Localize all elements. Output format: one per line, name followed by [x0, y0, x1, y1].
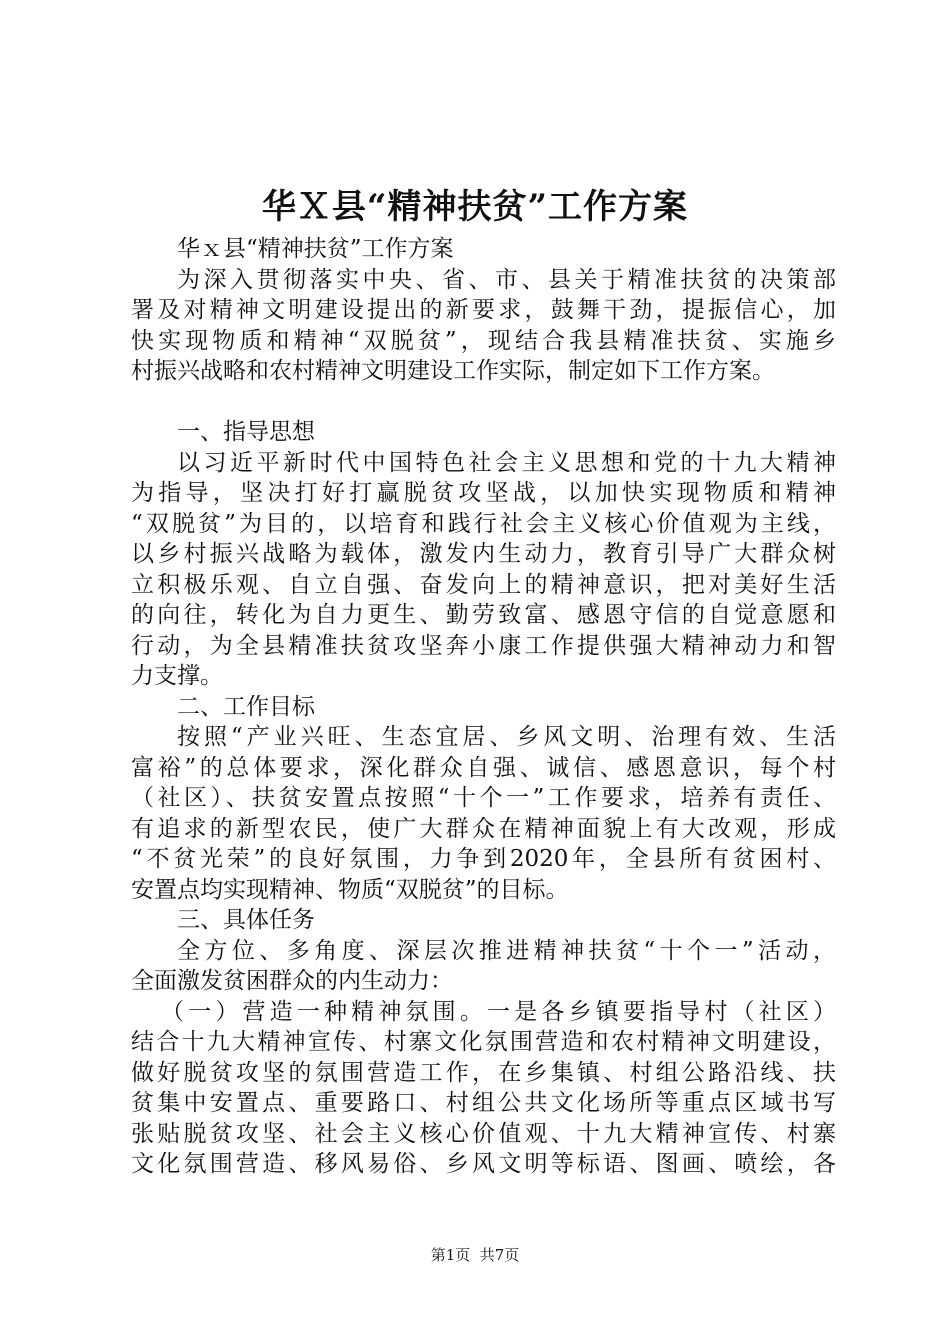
paragraph-line: 以习近平新时代中国特色社会主义思想和党的十九大精神: [177, 449, 836, 476]
blank-line: [131, 387, 836, 418]
paragraph-line: 全方位、多角度、深层次推进精神扶贫“十个一”活动，: [177, 937, 836, 964]
document-title: 华Ｘ县“精神扶贫”工作方案: [261, 187, 689, 227]
paragraph-line: （社区）、扶贫安置点按照“十个一”工作要求，培养有责任、: [131, 785, 836, 811]
paragraph-line: 署及对精神文明建设提出的新要求，鼓舞干劲，提振信心，加: [131, 297, 836, 323]
paragraph-line: “不贫光荣”的良好氛围，力争到2020年，全县所有贫困村、: [131, 846, 836, 872]
paragraph-line: 安置点均实现精神、物质“双脱贫”的目标。: [131, 876, 569, 903]
page-number: 第1页 共7页: [430, 1246, 520, 1264]
paragraph-line: 力支撑。: [131, 663, 223, 689]
paragraph-line: 村振兴战略和农村精神文明建设工作实际，制定如下工作方案。: [131, 358, 775, 384]
section-heading: 二、工作目标: [177, 693, 315, 720]
section-heading: 一、指导思想: [177, 419, 315, 445]
paragraph-line: 按照“产业兴旺、生态宜居、乡风文明、治理有效、生活: [177, 724, 836, 750]
section-heading: 三、具体任务: [177, 907, 315, 933]
paragraph-line: “双脱贫”为目的，以培育和践行社会主义核心价值观为主线，: [131, 510, 836, 537]
paragraph-line: 快实现物质和精神“双脱贫”，现结合我县精准扶贫、实施乡: [131, 327, 836, 354]
paragraph-line: 为指导，坚决打好打赢脱贫攻坚战，以加快实现物质和精神: [131, 480, 836, 506]
paragraph-line: 做好脱贫攻坚的氛围营造工作，在乡集镇、村组公路沿线、扶: [131, 1059, 836, 1086]
paragraph-line: 结合十九大精神宣传、村寨文化氛围营造和农村精神文明建设，: [131, 1029, 836, 1055]
paragraph-line: 有追求的新型农民，使广大群众在精神面貌上有大改观，形成: [131, 815, 836, 842]
paragraph-line: 行动，为全县精准扶贫攻坚奔小康工作提供强大精神动力和智: [131, 632, 836, 659]
paragraph-line: 张贴脱贫攻坚、社会主义核心价值观、十九大精神宣传、村寨: [131, 1120, 836, 1147]
document-body: [131, 234, 836, 1180]
paragraph-line: 文化氛围营造、移风易俗、乡风文明等标语、图画、喷绘，各: [131, 1151, 836, 1177]
subtitle-line: 华ｘ县“精神扶贫”工作方案: [177, 236, 454, 262]
paragraph-line: 富裕”的总体要求，深化群众自强、诚信、感恩意识，每个村: [131, 754, 836, 781]
paragraph-line: 以乡村振兴战略为载体，激发内生动力，教育引导广大群众树: [131, 541, 836, 567]
paragraph-line: （一）营造一种精神氛围。一是各乡镇要指导村（社区）: [161, 998, 836, 1025]
paragraph-line: 为深入贯彻落实中央、省、市、县关于精准扶贫的决策部: [177, 266, 836, 293]
paragraph-line: 全面激发贫困群众的内生动力：: [131, 968, 453, 994]
paragraph-line: 立积极乐观、自立自强、奋发向上的精神意识，把对美好生活: [131, 571, 836, 598]
paragraph-line: 贫集中安置点、重要路口、村组公共文化场所等重点区域书写: [131, 1090, 836, 1116]
paragraph-line: 的向往，转化为自力更生、勤劳致富、感恩守信的自觉意愿和: [131, 602, 836, 628]
